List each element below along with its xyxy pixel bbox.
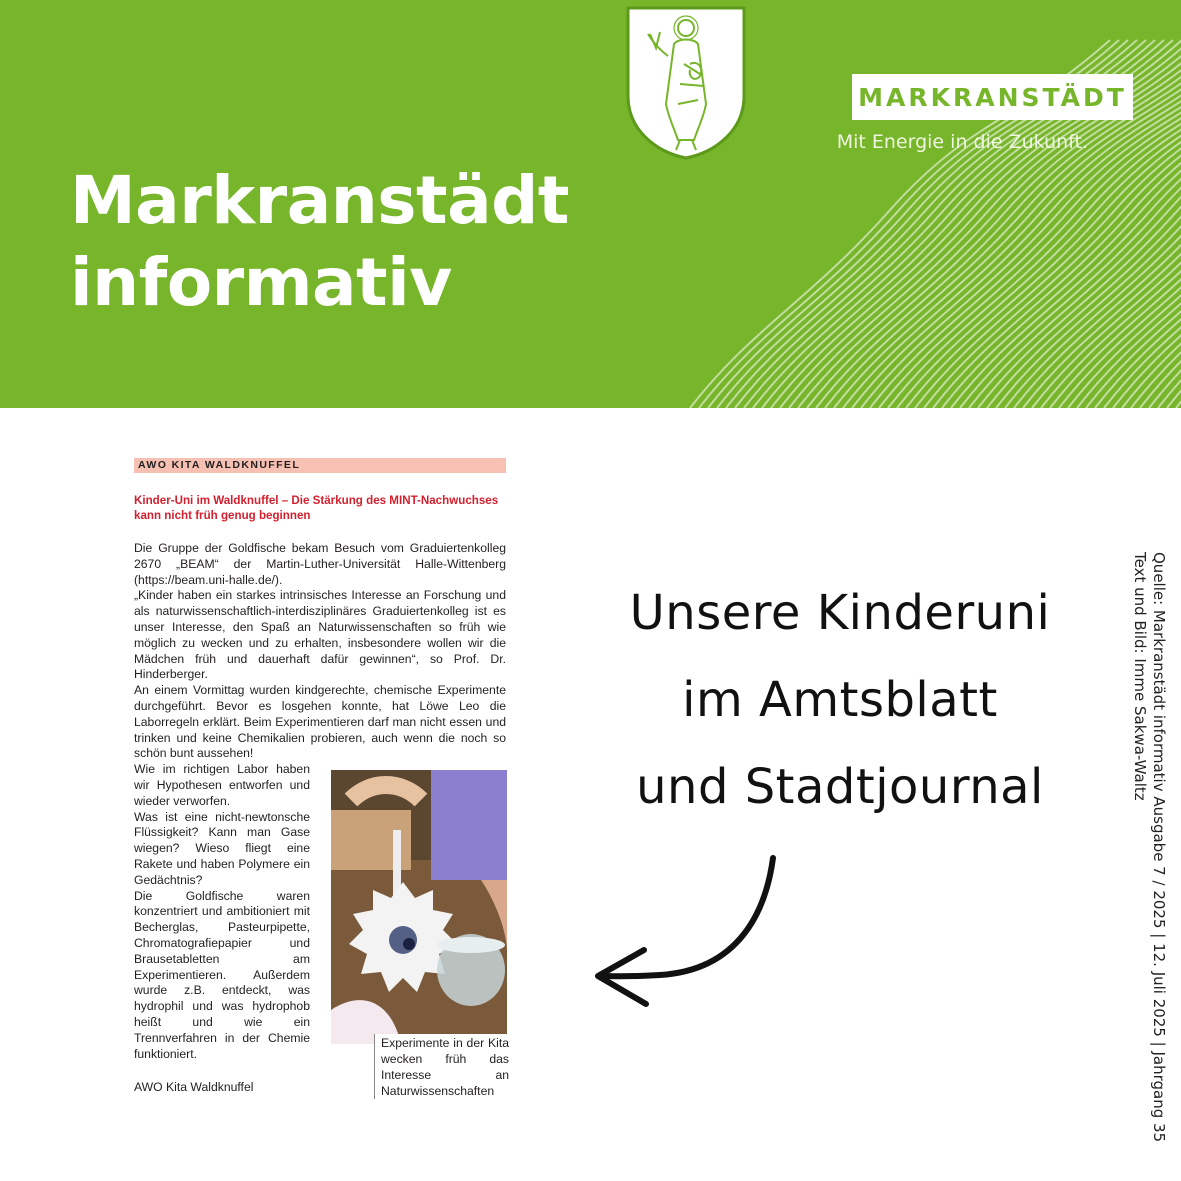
photo-caption: Experimente in der Kita wecken früh das Interesse an Naturwissenschaften	[374, 1034, 509, 1099]
source-line2: Text und Bild: Imme Sakwa-Waltz	[1131, 552, 1149, 801]
article-paragraph: Wie im richtigen Labor haben wir Hypothesen entworfen und wieder verworfen.	[134, 762, 310, 808]
article-column	[134, 762, 310, 1062]
newsletter-banner	[0, 0, 1181, 408]
curved-arrow-icon	[580, 850, 780, 1020]
article-body	[134, 541, 506, 762]
article-paragraph: Die Goldfische waren konzentriert und ambitioniert mit Becherglas, Pasteurpipette, Chromatografiepapier und Brausetabletten am Experimentieren. Außerdem wurde z.B. entdeckt, was hydrophil und was hydrophob heißt und wie ein Trennverfahren in der Chemie funktioniert.	[134, 888, 310, 1061]
article-paragraph: Die Gruppe der Goldfische bekam Besuch vom Graduiertenkolleg 2670 „BEAM“ der Martin-Luther-Universität Halle-Wittenberg (https://beam.uni-halle.de/).	[134, 541, 506, 587]
magazine-title-line2: informativ	[70, 244, 452, 321]
article-headline: Kinder-Uni im Waldknuffel – Die Stärkung des MINT-Nachwuchses kann nicht früh genug beginnen	[134, 494, 499, 522]
brand-wordmark: MARKRANSTÄDT	[852, 74, 1133, 120]
section-kicker: AWO KITA WALDKNUFFEL	[134, 458, 506, 473]
article-paragraph: An einem Vormittag wurden kindgerechte, chemische Experimente durchgeführt. Bevor es losgehen konnte, hat Löwe Leo die Laborregeln erklärt. Beim Experimentieren darf man nicht essen und trinken und keine Chemikalien probieren, auch wenn die noch so schön bunt aussehen!	[134, 683, 506, 761]
experiment-photo	[331, 770, 507, 1044]
article-clipping	[134, 458, 509, 1098]
source-line1: Quelle: Markranstädt informativ Ausgabe 7 / 2025 | 12. Juli 2025 | Jahrgang 35	[1150, 552, 1168, 1143]
article-paragraph: Was ist eine nicht-newtonsche Flüssigkeit? Kann man Gase wiegen? Wieso fliegt eine Rakete und haben Polymere ein Gedächtnis?	[134, 809, 310, 887]
article-lower-section	[134, 762, 509, 1098]
article-signature: AWO Kita Waldknuffel	[134, 1080, 254, 1095]
magazine-title	[70, 160, 569, 324]
article-paragraph: „Kinder haben ein starkes intrinsisches Interesse an Forschung und als naturwissenschaftlich-interdisziplinäres Graduiertenkolleg ist es unser Interesse, den Spaß an Naturwissenschaften so früh wie möglich zu wecken und zu erhalten, insbesondere wollen wir die Mädchen früh und dauerhaft dafür gewinnen“, so Prof. Dr. Hinderberger.	[134, 588, 506, 682]
source-credit	[1128, 552, 1168, 1152]
note-line1: Unsere Kinderuni	[629, 585, 1051, 641]
magazine-title-line1: Markranstädt	[70, 162, 569, 239]
brand-tagline: Mit Energie in die Zukunft.	[836, 131, 1088, 153]
note-line3: und Stadtjournal	[636, 759, 1044, 815]
note-line2: im Amtsblatt	[682, 672, 998, 728]
coat-of-arms-logo	[624, 4, 748, 160]
handwritten-note	[580, 570, 1100, 831]
